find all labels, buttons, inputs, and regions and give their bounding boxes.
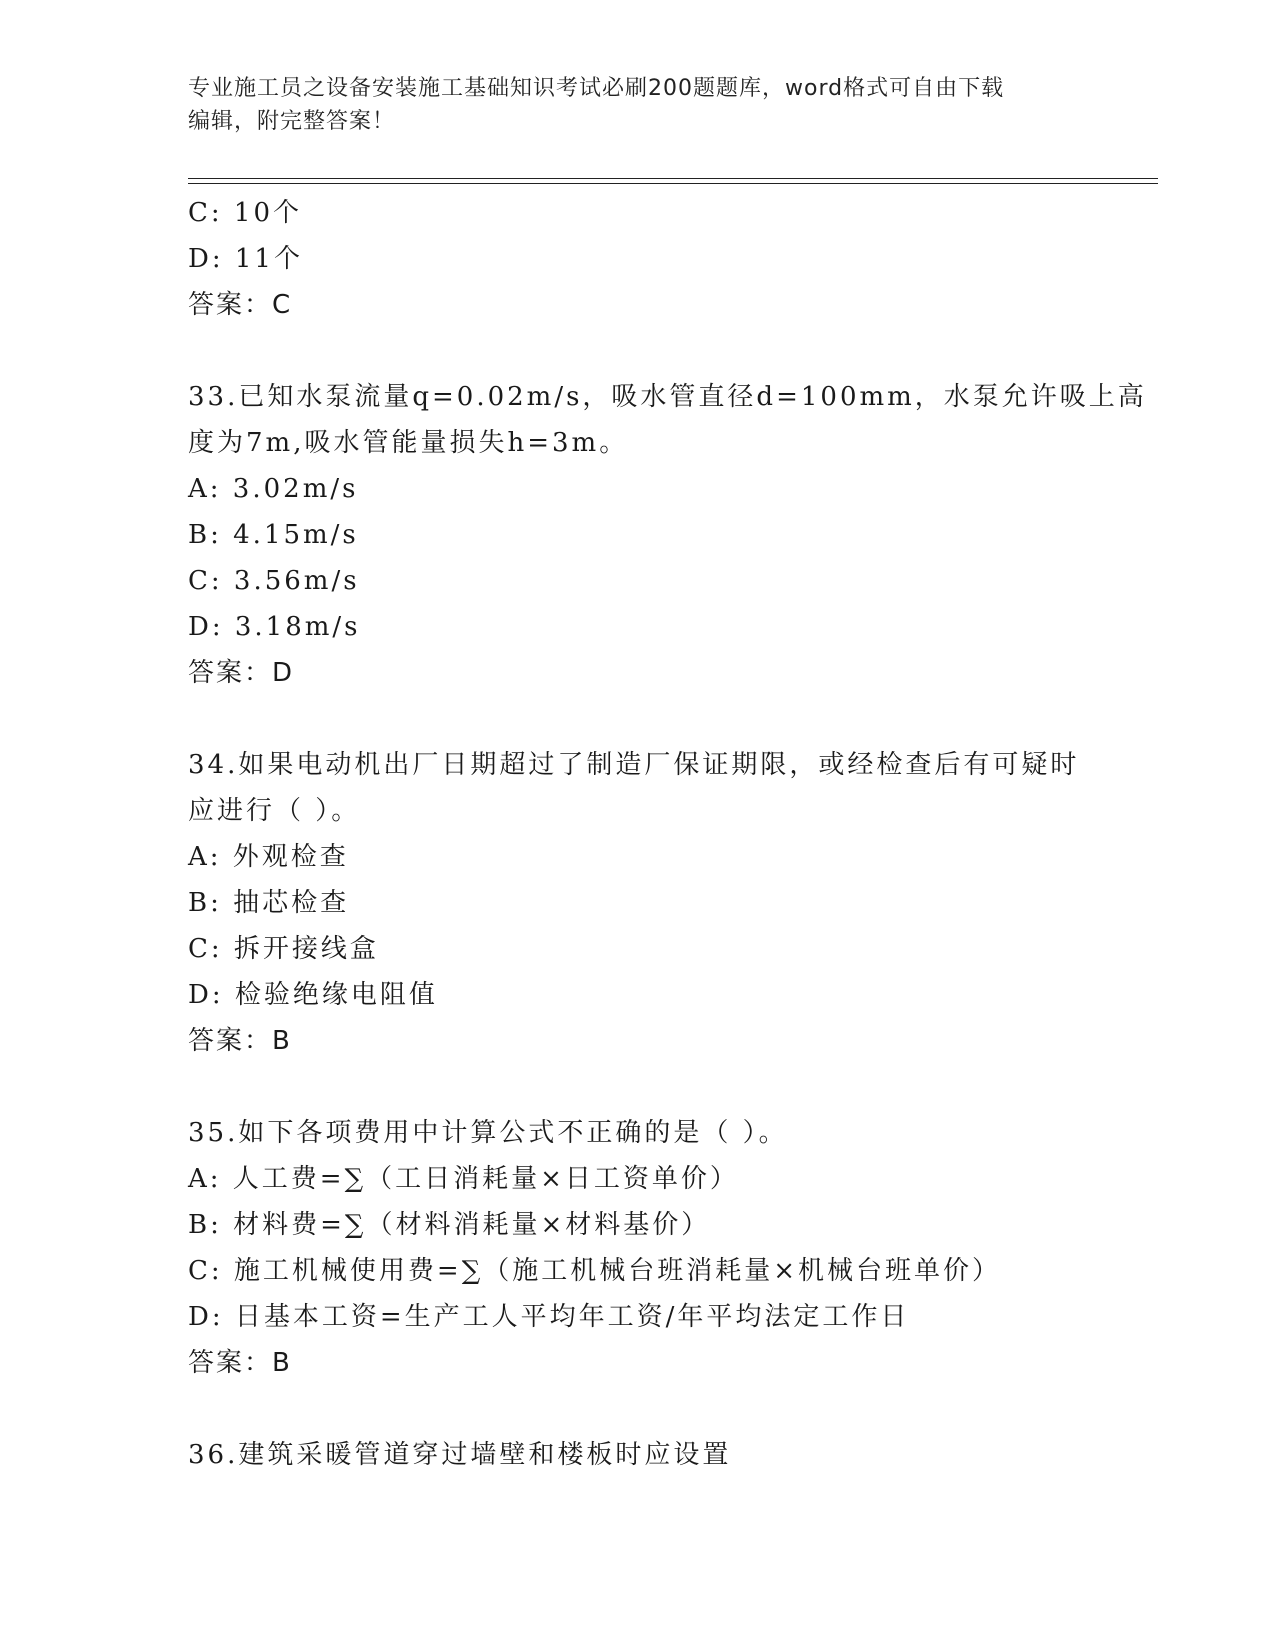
- spacer: [188, 696, 1088, 742]
- option-d: D: 3.18m/s: [188, 612, 361, 642]
- question-stem: 34.如果电动机出厂日期超过了制造厂保证期限，或经检查后有可疑时: [188, 750, 1080, 780]
- option-b: B: 材料费=∑（材料消耗量×材料基价）: [188, 1210, 711, 1240]
- option-b: B: 4.15m/s: [188, 520, 359, 550]
- question-content: [188, 190, 1147, 1478]
- question-32-tail: [188, 190, 1088, 328]
- spacer: [188, 1064, 1088, 1110]
- option-c: C: 施工机械使用费=∑（施工机械台班消耗量×机械台班单价）: [188, 1256, 1002, 1286]
- option-d: D: 日基本工资=生产工人平均年工资/年平均法定工作日: [188, 1302, 910, 1332]
- option-b: B: 抽芯检查: [188, 888, 350, 918]
- question-35: [188, 1110, 1088, 1386]
- answer: 答案：B: [188, 1348, 292, 1378]
- question-stem: 度为7m,吸水管能量损失h=3m。: [188, 428, 629, 458]
- question-33: [188, 374, 1147, 696]
- question-34: [188, 742, 1088, 1064]
- answer: 答案：B: [188, 1026, 292, 1056]
- option-c: C: 3.56m/s: [188, 566, 360, 596]
- header-rule-top: [188, 178, 1158, 179]
- question-stem: 33.已知水泵流量q=0.02m/s，吸水管直径d=100mm，水泵允许吸上高: [188, 382, 1147, 412]
- question-stem: 36.建筑采暖管道穿过墙壁和楼板时应设置: [188, 1440, 732, 1470]
- option-a: A: 3.02m/s: [188, 474, 359, 504]
- spacer: [188, 328, 1088, 374]
- option-d: D: 11个: [188, 244, 303, 274]
- header-rule-bottom: [188, 183, 1158, 184]
- header-line-1: 专业施工员之设备安装施工基础知识考试必刷200题题库，word格式可自由下载: [188, 76, 1005, 101]
- question-stem: 应进行（ ）。: [188, 796, 361, 826]
- header-line-2: 编辑，附完整答案！: [188, 109, 396, 134]
- document-header: [188, 72, 1088, 138]
- option-d: D: 检验绝缘电阻值: [188, 980, 438, 1010]
- option-c: C: 拆开接线盒: [188, 934, 379, 964]
- spacer: [188, 1386, 1088, 1432]
- question-36: [188, 1432, 1088, 1478]
- option-c: C: 10个: [188, 198, 303, 228]
- option-a: A: 人工费=∑（工日消耗量×日工资单价）: [188, 1164, 739, 1194]
- answer: 答案：D: [188, 658, 295, 688]
- question-stem: 35.如下各项费用中计算公式不正确的是（ ）。: [188, 1118, 788, 1148]
- answer: 答案：C: [188, 290, 293, 320]
- option-a: A: 外观检查: [188, 842, 349, 872]
